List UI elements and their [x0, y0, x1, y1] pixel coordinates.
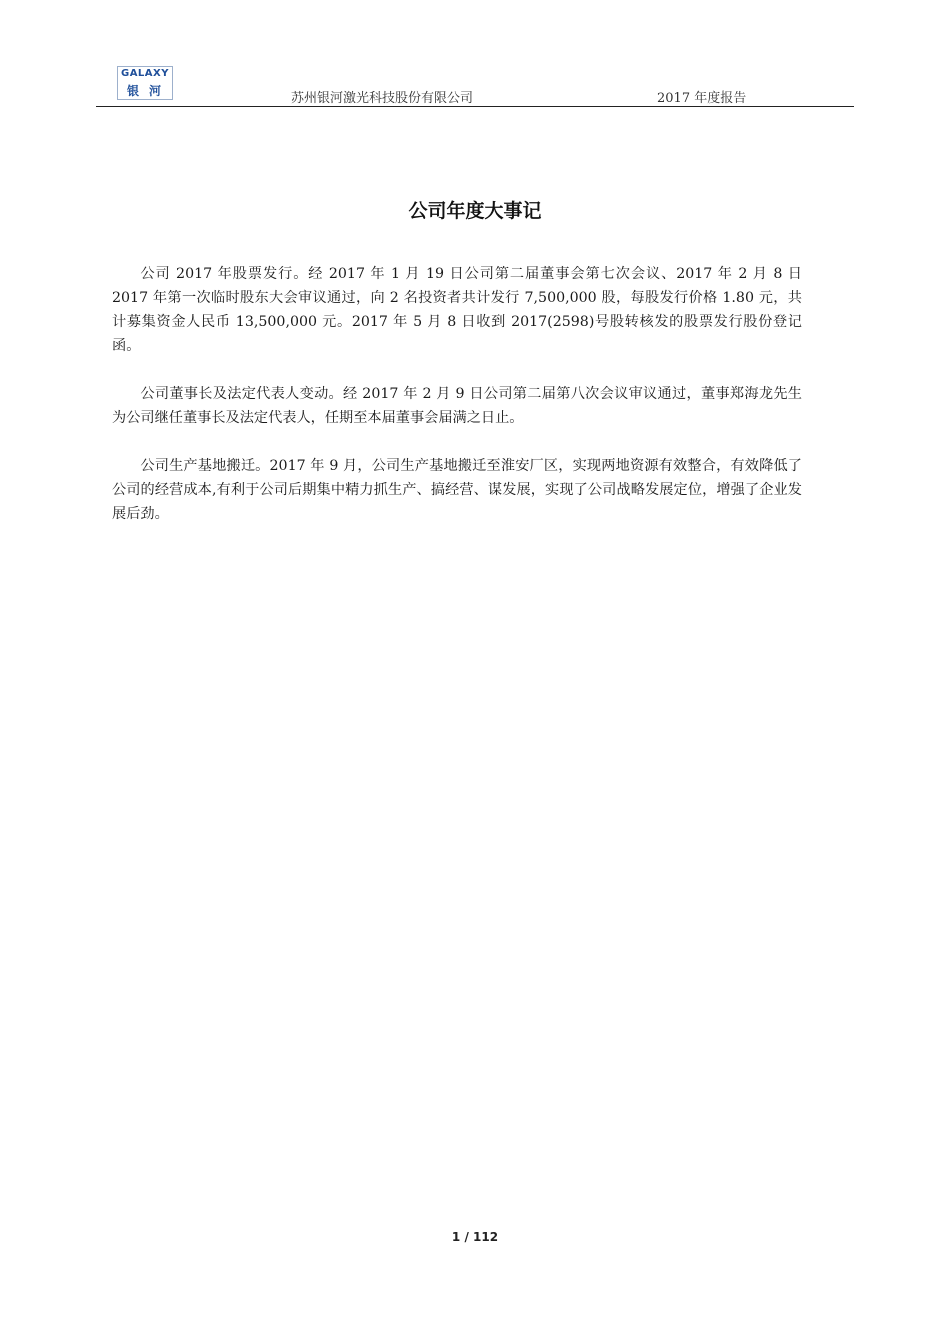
- document-title: 公司年度大事记: [408, 200, 542, 222]
- logo-english-text: GALAXY: [120, 68, 169, 79]
- header-report-title: 2017 年度报告: [657, 91, 747, 106]
- page-number: 1 / 112: [451, 1230, 499, 1244]
- paragraph-stock-issuance: 公司 2017 年股票发行。经 2017 年 1 月 19 日公司第二届董事会第七次会议、2017 年 2 月 8 日 2017 年第一次临时股东大会审议通过，向 2 名投资者共计发行 7,500,000 股，每股发行价格 1.80 元，共计募集资金人民币 13,500,000 元。2017 年 5 月 8 日收到 2017(2598)号股转核发的股票发行股份登记函。: [112, 266, 802, 354]
- header-company-name: 苏州银河激光科技股份有限公司: [291, 91, 474, 106]
- page-header: [96, 62, 854, 107]
- paragraph-base-relocation: 公司生产基地搬迁。2017 年 9 月，公司生产基地搬迁至淮安厂区，实现两地资源有效整合，有效降低了公司的经营成本,有利于公司后期集中精力抓生产、搞经营、谋发展，实现了公司战略发展定位，增强了企业发展后劲。: [112, 458, 802, 522]
- paragraph-chairman-change: 公司董事长及法定代表人变动。经 2017 年 2 月 9 日公司第二届第八次会议审议通过，董事郑海龙先生为公司继任董事长及法定代表人，任期至本届董事会届满之日止。: [112, 386, 802, 426]
- logo-chinese-text: 银河: [126, 84, 171, 98]
- document-body: [112, 262, 802, 550]
- galaxy-logo: [117, 66, 173, 100]
